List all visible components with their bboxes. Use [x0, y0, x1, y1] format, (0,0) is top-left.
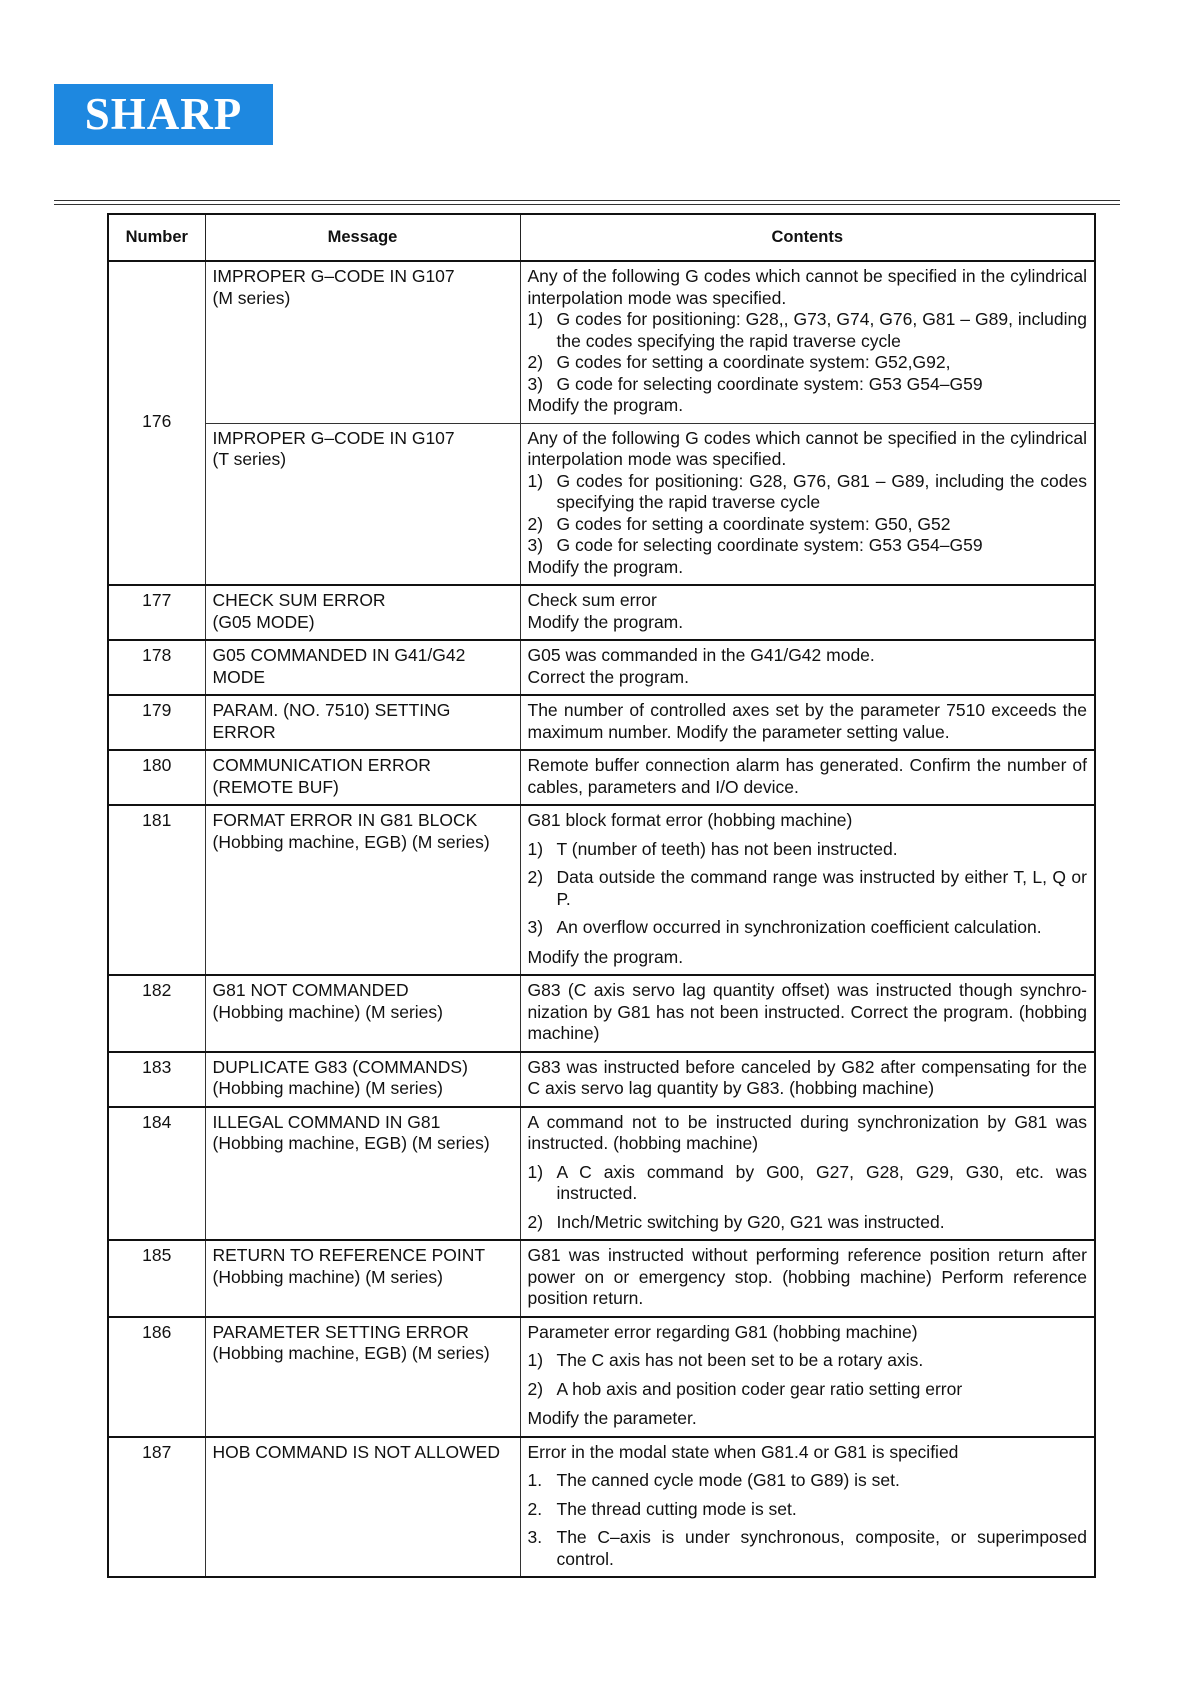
contents-text: Check sum error: [527, 590, 657, 610]
alarm-contents: [520, 695, 1095, 750]
alarm-contents: [520, 1317, 1095, 1437]
message-line: (M series): [212, 287, 291, 308]
list-item: [528, 309, 1088, 352]
list-text: G codes for positioning: G28,, G73, G74, G76, G81 – G89, including the codes specifying the rapid traverse cycle: [556, 309, 1087, 351]
alarm-message: [205, 805, 520, 975]
table-row: [108, 1317, 1095, 1437]
list-item: [528, 1379, 1088, 1401]
list-item: [528, 1162, 1088, 1205]
table-row: [108, 261, 1095, 423]
contents-text: Any of the following G codes which cannot be specified in the cylindrical interpolation mode was specified.: [527, 266, 1087, 308]
list-marker: 2.: [527, 1498, 543, 1519]
contents-text: Remote buffer connection alarm has generated. Confirm the number of cables, parameters and I/O device.: [527, 755, 1087, 797]
alarm-contents: [520, 1437, 1095, 1578]
list-text: A C axis command by G00, G27, G28, G29, G30, etc. was instructed.: [556, 1161, 1087, 1203]
list-item: [528, 535, 1088, 557]
header-message: Message: [205, 214, 520, 261]
alarm-number: 180: [108, 750, 205, 805]
list-item: [528, 1470, 1088, 1492]
list-text: G code for selecting coordinate system: G53 G54–G59: [556, 535, 983, 555]
list-item: [528, 514, 1088, 536]
table-row: [108, 423, 1095, 585]
alarm-contents: [520, 1107, 1095, 1241]
alarm-contents: [520, 805, 1095, 975]
list-text: Data outside the command range was instructed by either T, L, Q or P.: [556, 867, 1087, 909]
table-row: [108, 640, 1095, 695]
contents-text: G83 (C axis servo lag quantity offset) was instructed though synchro-nization by G81 has not been instructed. Correct the program. (hobbing machine): [527, 980, 1087, 1043]
alarm-message: [205, 1052, 520, 1107]
list-item: [528, 917, 1088, 939]
message-line: G81 NOT COMMANDED: [212, 980, 409, 1000]
contents-text: Any of the following G codes which cannot be specified in the cylindrical interpolation mode was specified.: [527, 427, 1087, 469]
list-marker: 1.: [527, 1470, 543, 1490]
sharp-logo: [54, 84, 273, 145]
alarm-contents: [520, 585, 1095, 640]
list-marker: 1): [527, 1161, 544, 1182]
alarm-message: [205, 1240, 520, 1317]
list-text: A hob axis and position coder gear ratio setting error: [556, 1378, 963, 1399]
message-line: (G05 MODE): [212, 611, 315, 632]
header-contents: Contents: [520, 214, 1095, 261]
header-number: Number: [108, 214, 205, 261]
list-item: [528, 374, 1088, 396]
message-line: (Hobbing machine) (M series): [212, 1001, 443, 1022]
alarm-contents: [520, 261, 1095, 423]
alarm-number: 179: [108, 695, 205, 750]
message-line: G05 COMMANDED IN G41/G42: [212, 645, 466, 665]
list-text: G codes for setting a coordinate system: G50, G52: [556, 513, 951, 534]
contents-text: G05 was commanded in the G41/G42 mode.: [527, 645, 875, 665]
alarm-message: [205, 975, 520, 1052]
list-text: The thread cutting mode is set.: [556, 1498, 797, 1519]
table-row: [108, 1437, 1095, 1578]
message-line: (Hobbing machine) (M series): [212, 1078, 443, 1098]
list-text: The C–axis is under synchronous, composite, or superimposed control.: [556, 1527, 1087, 1569]
list-item: [528, 867, 1088, 910]
list-marker: 1): [527, 309, 544, 329]
list-item: [528, 1350, 1088, 1372]
alarm-number: 176: [108, 261, 205, 585]
list-text: G code for selecting coordinate system: G53 G54–G59: [556, 373, 983, 394]
list-text: Inch/Metric switching by G20, G21 was instructed.: [556, 1211, 945, 1232]
list-marker: 1): [527, 1350, 544, 1370]
table-row: [108, 975, 1095, 1052]
contents-text: Parameter error regarding G81 (hobbing machine): [527, 1321, 918, 1342]
contents-text: A command not to be instructed during synchronization by G81 was instructed. (hobbing machine): [527, 1111, 1087, 1153]
table-row: [108, 1107, 1095, 1241]
message-line: ERROR: [212, 721, 276, 742]
list-item: [528, 1527, 1088, 1570]
table-header-row: [108, 214, 1095, 261]
contents-text: G81 block format error (hobbing machine): [527, 810, 853, 830]
alarm-message: [205, 750, 520, 805]
list-item: [528, 1499, 1088, 1521]
message-line: PARAMETER SETTING ERROR: [212, 1321, 469, 1342]
contents-text: G83 was instructed before canceled by G82 after compensating for the C axis servo lag quantity by G83. (hobbing machine): [527, 1056, 1087, 1098]
table-row: [108, 585, 1095, 640]
message-line: ILLEGAL COMMAND IN G81: [212, 1111, 441, 1132]
table-row: [108, 1240, 1095, 1317]
contents-text: Modify the program.: [527, 611, 684, 632]
alarm-number: 183: [108, 1052, 205, 1107]
alarm-number: 184: [108, 1107, 205, 1241]
message-line: (Hobbing machine, EGB) (M series): [212, 831, 490, 852]
alarm-message: [205, 423, 520, 585]
message-line: (Hobbing machine, EGB) (M series): [212, 1343, 490, 1363]
message-line: (Hobbing machine) (M series): [212, 1266, 443, 1287]
alarm-message: [205, 695, 520, 750]
alarm-number: 177: [108, 585, 205, 640]
message-line: (REMOTE BUF): [212, 776, 339, 797]
alarm-contents: [520, 1052, 1095, 1107]
contents-text: Error in the modal state when G81.4 or G81 is specified: [527, 1441, 959, 1462]
alarm-number: 187: [108, 1437, 205, 1578]
alarm-message: [205, 1317, 520, 1437]
list-marker: 3.: [527, 1527, 543, 1547]
contents-text: Modify the parameter.: [527, 1408, 697, 1428]
message-line: HOB COMMAND IS NOT ALLOWED: [212, 1441, 500, 1462]
alarm-number: 185: [108, 1240, 205, 1317]
list-text: T (number of teeth) has not been instructed.: [556, 838, 898, 859]
list-marker: 2): [527, 352, 544, 372]
message-line: (Hobbing machine, EGB) (M series): [212, 1133, 490, 1153]
alarm-contents: [520, 975, 1095, 1052]
message-line: IMPROPER G–CODE IN G107: [212, 427, 455, 448]
alarm-number: 178: [108, 640, 205, 695]
alarm-message: [205, 261, 520, 423]
list-marker: 3): [527, 535, 544, 555]
contents-text: G81 was instructed without performing reference position return after power on or emergency stop. (hobbing machine) Perform reference position return.: [527, 1245, 1087, 1308]
alarm-contents: [520, 750, 1095, 805]
contents-text: Modify the program.: [527, 556, 684, 577]
list-marker: 1): [527, 470, 544, 491]
list-text: The C axis has not been set to be a rotary axis.: [556, 1350, 924, 1370]
message-line: RETURN TO REFERENCE POINT: [212, 1245, 486, 1265]
message-line: MODE: [212, 666, 265, 687]
table-row: [108, 750, 1095, 805]
contents-text: Modify the program.: [527, 395, 684, 415]
list-marker: 3): [527, 917, 544, 937]
alarm-message: [205, 640, 520, 695]
alarm-contents: [520, 423, 1095, 585]
message-line: IMPROPER G–CODE IN G107: [212, 266, 455, 286]
alarm-number: 186: [108, 1317, 205, 1437]
list-text: G codes for positioning: G28, G76, G81 – G89, including the codes specifying the rapid traverse cycle: [556, 470, 1087, 512]
alarm-number: 181: [108, 805, 205, 975]
list-text: The canned cycle mode (G81 to G89) is set.: [556, 1470, 900, 1490]
alarm-number: 182: [108, 975, 205, 1052]
contents-text: Correct the program.: [527, 666, 689, 687]
list-text: G codes for setting a coordinate system: G52,G92,: [556, 352, 951, 372]
alarm-table: [107, 213, 1096, 1578]
list-marker: 2): [527, 1211, 544, 1232]
contents-text: Modify the program.: [527, 946, 684, 967]
alarm-contents: [520, 640, 1095, 695]
list-item: [528, 1212, 1088, 1234]
list-text: An overflow occurred in synchronization coefficient calculation.: [556, 917, 1042, 937]
list-marker: 3): [527, 373, 544, 394]
message-line: CHECK SUM ERROR: [212, 590, 386, 610]
alarm-message: [205, 585, 520, 640]
header-rule-bottom: [54, 204, 1120, 205]
contents-text: The number of controlled axes set by the parameter 7510 exceeds the maximum number. Modify the parameter setting value.: [527, 700, 1087, 742]
table-row: [108, 695, 1095, 750]
message-line: PARAM. (NO. 7510) SETTING: [212, 700, 451, 720]
list-marker: 2): [527, 1378, 544, 1399]
list-marker: 2): [527, 867, 544, 887]
list-marker: 2): [527, 513, 544, 534]
header-rule-top: [54, 200, 1120, 201]
alarm-message: [205, 1107, 520, 1241]
list-marker: 1): [527, 838, 544, 859]
list-item: [528, 839, 1088, 861]
alarm-contents: [520, 1240, 1095, 1317]
message-line: (T series): [212, 449, 287, 469]
message-line: FORMAT ERROR IN G81 BLOCK: [212, 810, 478, 830]
logo-text: SHARP: [84, 89, 243, 139]
message-line: COMMUNICATION ERROR: [212, 755, 431, 775]
list-item: [528, 471, 1088, 514]
list-item: [528, 352, 1088, 374]
table-row: [108, 805, 1095, 975]
alarm-message: [205, 1437, 520, 1578]
table-row: [108, 1052, 1095, 1107]
message-line: DUPLICATE G83 (COMMANDS): [212, 1056, 468, 1077]
